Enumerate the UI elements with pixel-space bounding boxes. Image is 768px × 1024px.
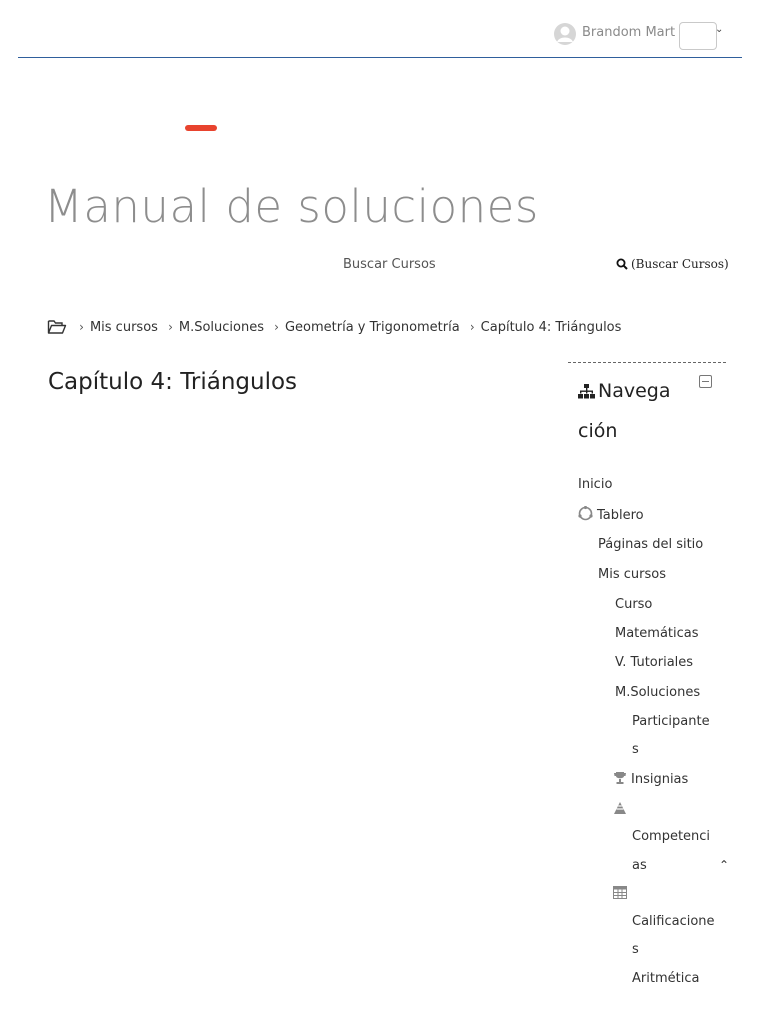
- nav-item-participantes-line1[interactable]: Participante: [632, 714, 710, 729]
- nav-item-msoluciones[interactable]: M.Soluciones: [615, 685, 701, 700]
- chevron-up-icon[interactable]: ⌃: [719, 858, 730, 872]
- nav-item-tablero[interactable]: [578, 506, 644, 525]
- nav-item-inicio[interactable]: Inicio: [578, 477, 613, 492]
- nav-item-competencias-line2[interactable]: as: [632, 858, 647, 873]
- user-name[interactable]: Brandom Mart: [582, 25, 676, 40]
- breadcrumb-separator: ›: [168, 320, 173, 334]
- user-menu-button[interactable]: [679, 22, 717, 50]
- breadcrumb: [47, 319, 621, 335]
- nav-item-curso-matematicas-line1[interactable]: Curso: [615, 597, 653, 612]
- breadcrumb-separator: ›: [274, 320, 279, 334]
- nav-item-label: Tablero: [597, 508, 644, 523]
- folder-open-icon[interactable]: [47, 319, 67, 335]
- nav-item-label: Insignias: [631, 772, 689, 787]
- nav-item-aritmetica[interactable]: Aritmética: [632, 971, 700, 986]
- breadcrumb-item-msoluciones[interactable]: M.Soluciones: [178, 320, 265, 335]
- nav-item-paginas-del-sitio[interactable]: Páginas del sitio: [598, 537, 704, 552]
- search-courses-link[interactable]: Buscar Cursos: [343, 257, 436, 272]
- search-courses-button[interactable]: [616, 257, 729, 271]
- chevron-down-icon[interactable]: ⌄: [715, 24, 724, 35]
- nav-item-calificaciones-line1[interactable]: Calificacione: [632, 914, 715, 929]
- competencies-icon: [613, 801, 627, 815]
- nav-item-insignias[interactable]: [613, 771, 688, 789]
- nav-title-part2: ción: [578, 420, 618, 442]
- accent-dash: [185, 125, 217, 131]
- sitemap-icon: [578, 384, 595, 399]
- nav-item-curso-matematicas-line2[interactable]: Matemáticas: [615, 626, 699, 641]
- search-button-label: (Buscar Cursos): [631, 257, 729, 271]
- collapse-block-icon[interactable]: [699, 375, 712, 388]
- breadcrumb-item-capitulo-4[interactable]: Capítulo 4: Triángulos: [480, 320, 622, 335]
- site-title: Manual de soluciones: [44, 180, 539, 233]
- nav-item-calificaciones-line2[interactable]: s: [632, 942, 639, 957]
- search-icon: [616, 258, 628, 270]
- user-avatar-icon[interactable]: [553, 22, 577, 46]
- nav-item-mis-cursos[interactable]: Mis cursos: [598, 567, 666, 582]
- nav-block-divider: [568, 362, 726, 363]
- breadcrumb-separator: ›: [469, 320, 475, 334]
- nav-item-competencias-line1[interactable]: Competenci: [632, 829, 711, 844]
- breadcrumb-item-mis-cursos[interactable]: Mis cursos: [89, 320, 158, 335]
- dashboard-icon: [578, 506, 593, 521]
- grades-table-icon: [613, 886, 627, 899]
- nav-block-title: [578, 380, 671, 402]
- trophy-icon: [613, 771, 627, 785]
- nav-item-v-tutoriales[interactable]: V. Tutoriales: [615, 655, 694, 670]
- nav-title-part1: Navega: [598, 380, 671, 402]
- page-title: Capítulo 4: Triángulos: [48, 369, 298, 395]
- breadcrumb-item-geometria[interactable]: Geometría y Trigonometría: [284, 320, 460, 335]
- nav-item-participantes-line2[interactable]: s: [632, 742, 639, 757]
- breadcrumb-separator: ›: [79, 320, 84, 334]
